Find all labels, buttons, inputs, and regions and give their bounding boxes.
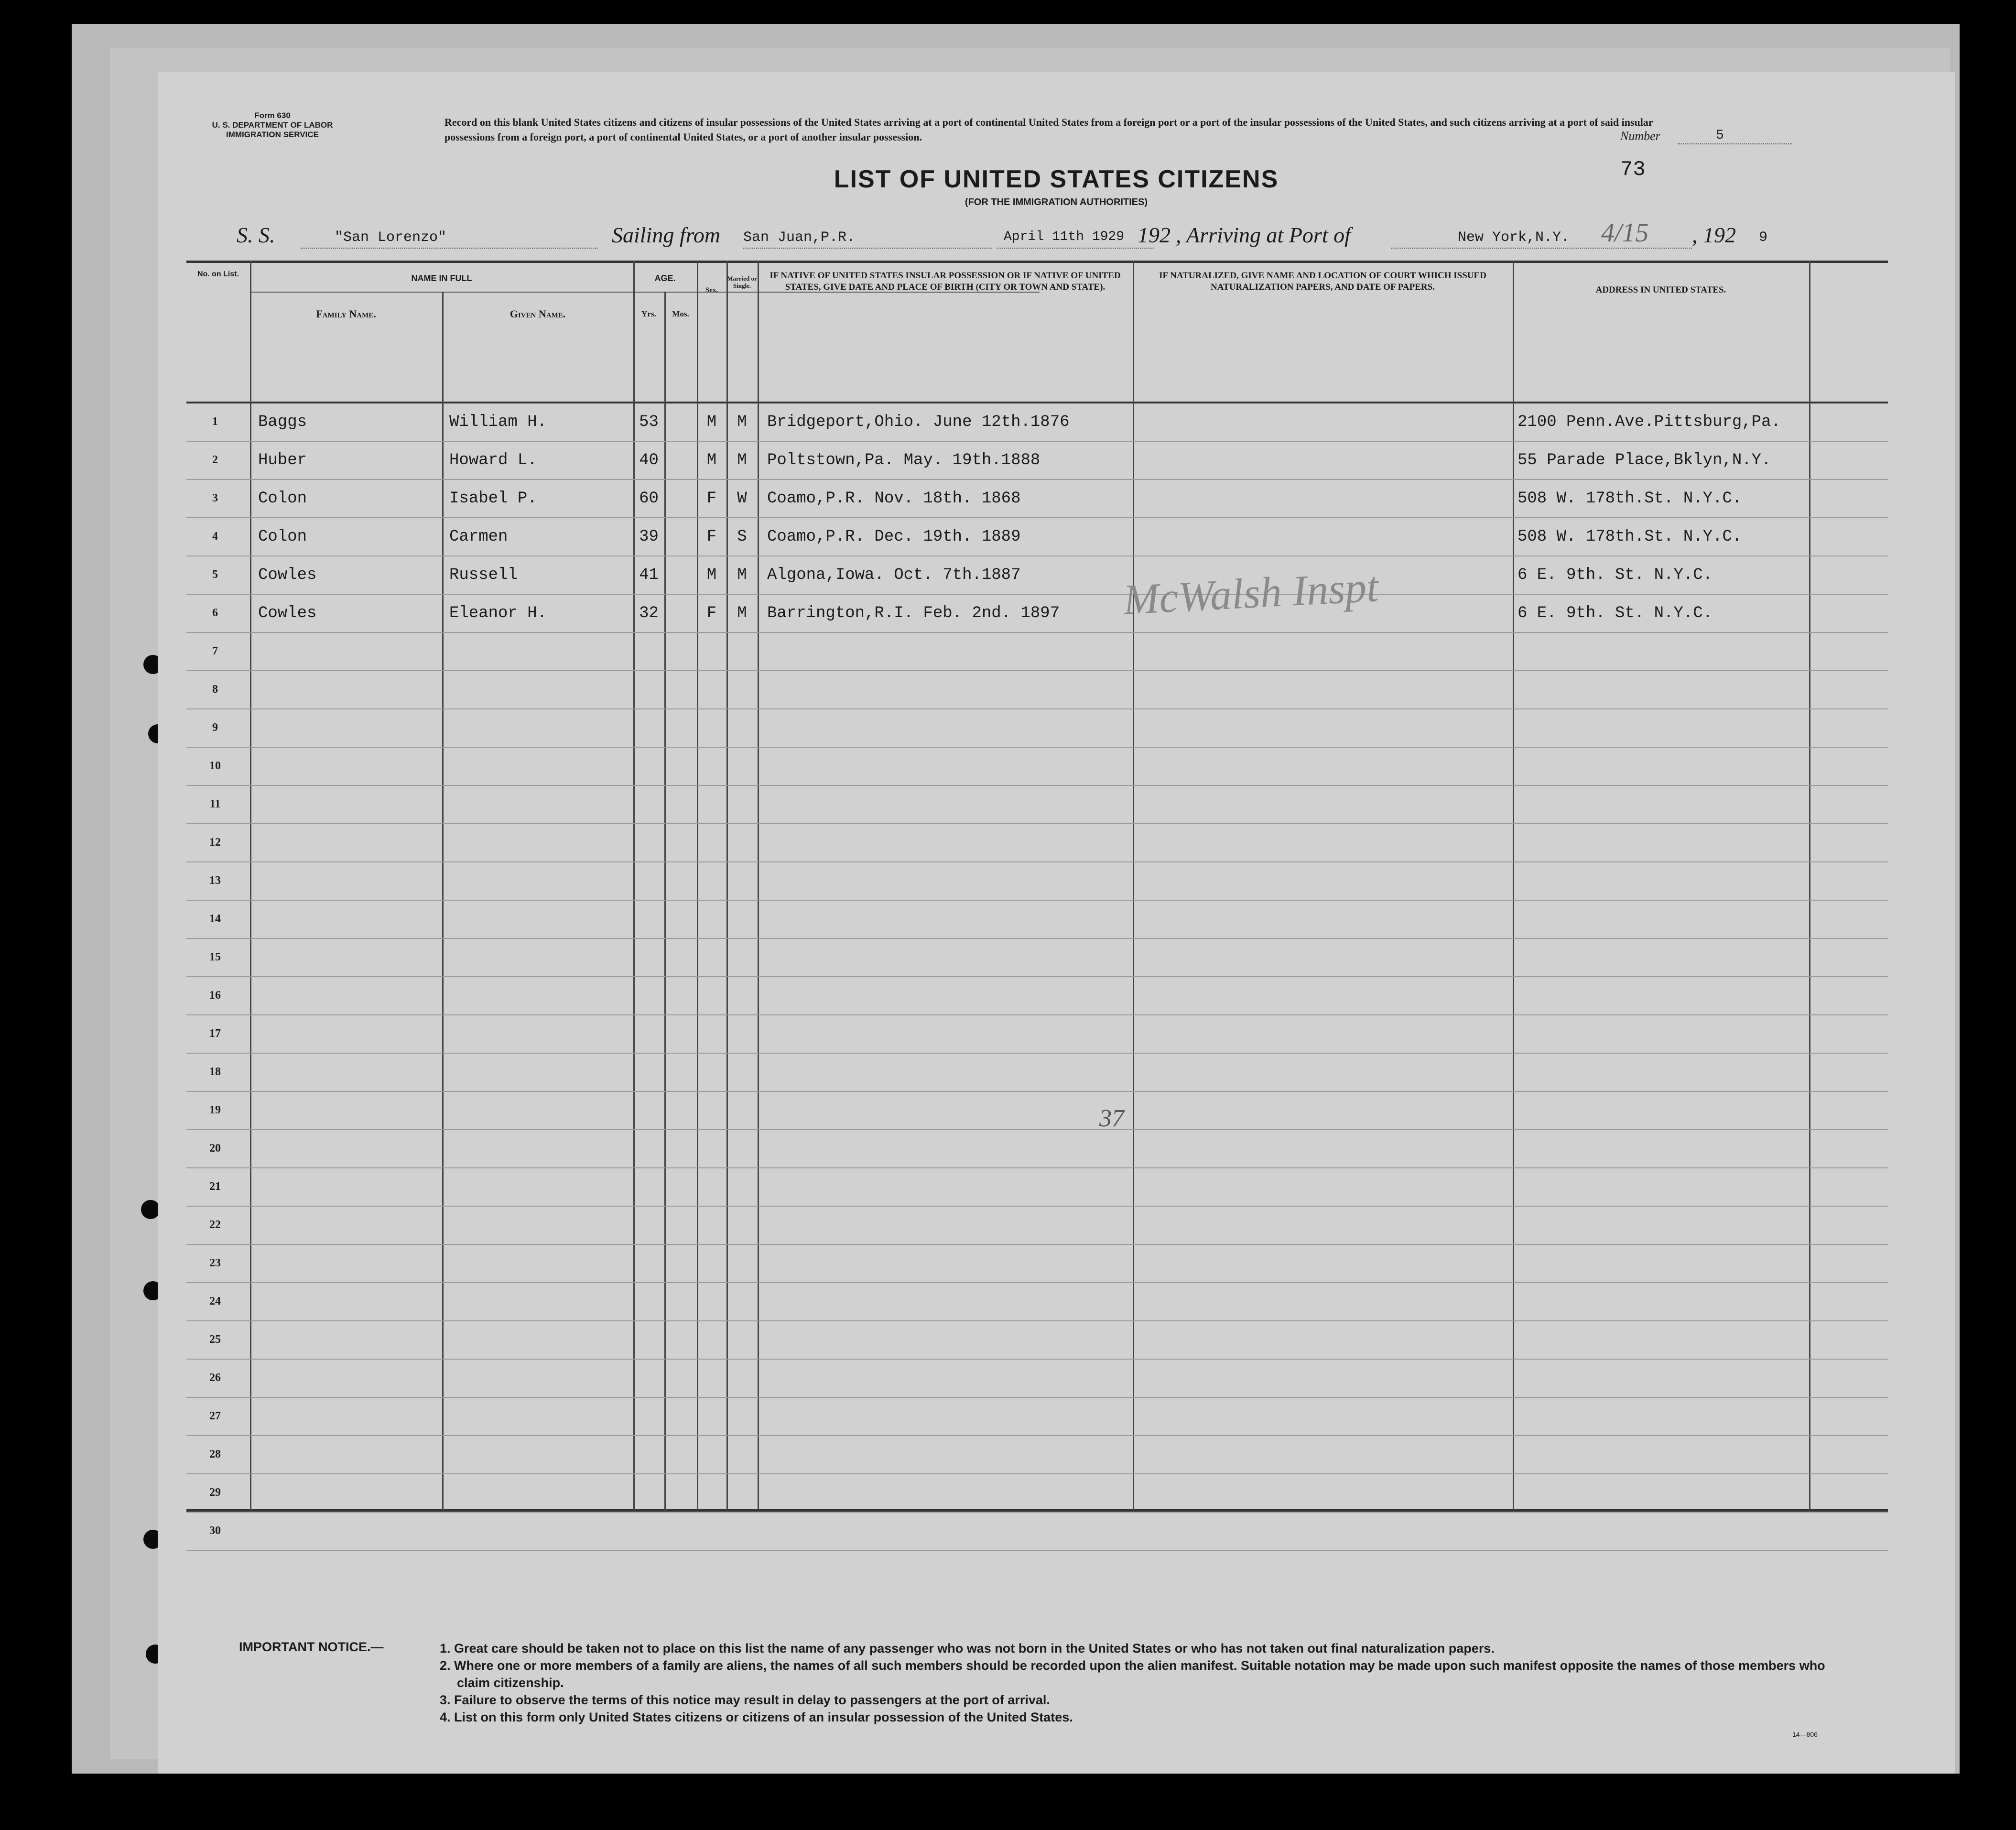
row-number: 10 [209, 760, 221, 772]
notice-item: 3. Failure to observe the terms of this notice may result in delay to passengers at the port of arrival. [440, 1693, 1050, 1707]
sailing-date: April 11th 1929 [1004, 229, 1125, 244]
row-rule [186, 747, 1888, 748]
cell-yrs: 60 [639, 490, 659, 508]
row-number: 5 [212, 568, 218, 581]
row-number: 21 [209, 1180, 221, 1193]
arriving-year-digit: 9 [1759, 229, 1768, 246]
cell-given: Carmen [449, 528, 508, 546]
arriving-port: New York,N.Y. [1458, 229, 1570, 246]
cell-yrs: 53 [639, 413, 659, 431]
row-rule [186, 1167, 1888, 1168]
cell-birth: Algona,Iowa. Oct. 7th.1887 [767, 566, 1021, 584]
row-number: 13 [209, 874, 221, 887]
row-rule [186, 938, 1888, 939]
row-rule [186, 1435, 1888, 1436]
ship-name: "San Lorenzo" [335, 229, 447, 246]
form-instruction: Record on this blank United States citizens and citizens of insular possessions of the United States arriving at a port of continental United States from a foreign port or a port of the insular possessions of the United States, and such citizens arriving at a port of said insular possessions from a foreign port, a port of continental United States, or a port of another insular possession. [444, 116, 1653, 143]
notice-item: 1. Great care should be taken not to place on this list the name of any passenger who was not born in the United States or who has not taken out final naturalization papers. [440, 1641, 1495, 1656]
ss-label: S. S. [237, 223, 275, 247]
sailing-label: Sailing from [612, 223, 721, 247]
cell-married: M [737, 451, 747, 469]
page-mark: 73 [1620, 158, 1646, 182]
number-label: Number [1620, 129, 1660, 143]
manifest-table [186, 261, 1888, 1537]
row-rule [186, 1550, 1888, 1551]
row-rule [186, 1014, 1888, 1015]
department-name: U. S. DEPARTMENT OF LABOR [212, 120, 333, 130]
row-rule [186, 441, 1888, 442]
cell-given: Russell [449, 566, 518, 584]
cell-birth: Coamo,P.R. Nov. 18th. 1868 [767, 490, 1021, 508]
col-header-age: AGE. [654, 273, 676, 283]
row-number: 27 [209, 1410, 221, 1422]
punch-hole [141, 1200, 160, 1219]
form-title: LIST OF UNITED STATES CITIZENS [834, 165, 1279, 193]
row-number: 16 [209, 989, 221, 1002]
cell-address: 55 Parade Place,Bklyn,N.Y. [1517, 451, 1771, 469]
cell-birth: Bridgeport,Ohio. June 12th.1876 [767, 413, 1070, 431]
notice-items [440, 1640, 1826, 1726]
row-number: 30 [209, 1525, 221, 1537]
cell-sex: F [706, 490, 717, 508]
row-rule [186, 785, 1888, 786]
row-rule [186, 708, 1888, 709]
row-number: 23 [209, 1257, 221, 1269]
row-rule [186, 517, 1888, 518]
inspector-signature: McWalsh Inspt [1122, 563, 1380, 624]
cell-yrs: 41 [639, 566, 659, 584]
col-header-naturalized: IF NATURALIZED, GIVE NAME AND LOCATION OF COURT WHICH ISSUED NATURALIZATION PAPERS, AND DATE OF PAPERS. [1159, 271, 1486, 292]
row-rule [186, 479, 1888, 480]
cell-family: Baggs [258, 413, 307, 431]
arriving-year-printed: , 192 [1692, 223, 1736, 247]
row-rule [186, 1053, 1888, 1054]
service-name: IMMIGRATION SERVICE [226, 130, 319, 139]
col-header-address: ADDRESS IN UNITED STATES. [1595, 285, 1726, 295]
cell-yrs: 40 [639, 451, 659, 469]
row-number: 6 [212, 607, 218, 619]
cell-given: William H. [449, 413, 547, 431]
col-header-name: NAME IN FULL [411, 273, 472, 283]
row-number: 4 [212, 530, 218, 543]
cell-sex: F [706, 528, 717, 546]
row-rule [186, 823, 1888, 824]
row-rule [186, 1359, 1888, 1360]
cell-sex: M [706, 451, 717, 469]
arriving-label: , Arriving at Port of [1176, 223, 1351, 247]
cell-sex: M [706, 413, 717, 431]
col-header-married: Married or Single. [727, 275, 757, 289]
row-number: 12 [209, 836, 221, 849]
row-rule [186, 1512, 1888, 1513]
cell-given: Isabel P. [449, 490, 537, 508]
cell-birth: Barrington,R.I. Feb. 2nd. 1897 [767, 604, 1060, 622]
row-rule [186, 900, 1888, 901]
row-number: 1 [212, 415, 218, 428]
row-rule [186, 1473, 1888, 1474]
row-number: 24 [209, 1295, 221, 1307]
row-number: 22 [209, 1219, 221, 1231]
row-number: 29 [209, 1486, 221, 1499]
row-number: 28 [209, 1448, 221, 1460]
cell-address: 508 W. 178th.St. N.Y.C. [1517, 490, 1742, 508]
row-rule [186, 1244, 1888, 1245]
cell-married: M [737, 566, 747, 584]
cell-family: Cowles [258, 566, 317, 584]
row-number: 18 [209, 1066, 221, 1078]
notice-heading: IMPORTANT NOTICE.— [239, 1640, 384, 1654]
col-header-birth: IF NATIVE OF UNITED STATES INSULAR POSSESSION OR IF NATIVE OF UNITED STATES, GIVE DATE AND PLACE OF BIRTH (CITY OR TOWN AND STATE). [770, 271, 1121, 292]
cell-address: 6 E. 9th. St. N.Y.C. [1517, 604, 1713, 622]
notice-item: 4. List on this form only United States citizens or citizens of an insular possession of the United States. [440, 1710, 1073, 1724]
form-number: Form 630 [254, 111, 291, 120]
row-number: 17 [209, 1027, 221, 1040]
print-code: 14—806 [1792, 1731, 1818, 1738]
row-number: 26 [209, 1372, 221, 1384]
cell-sex: F [706, 604, 717, 622]
col-header-given: Given Name. [509, 308, 566, 320]
cell-married: M [737, 604, 747, 622]
col-header-sex: Sex. [705, 286, 718, 294]
col-header-no: No. on List. [197, 270, 239, 278]
row-number: 7 [212, 645, 218, 657]
row-number: 9 [212, 721, 218, 734]
cell-address: 508 W. 178th.St. N.Y.C. [1517, 528, 1742, 546]
col-header-yrs: Yrs. [641, 309, 656, 318]
row-rule [186, 1091, 1888, 1092]
manifest-rows [186, 403, 1888, 1537]
cell-birth: Coamo,P.R. Dec. 19th. 1889 [767, 528, 1021, 546]
form-subtitle: (FOR THE IMMIGRATION AUTHORITIES) [965, 197, 1148, 207]
row-rule [186, 632, 1888, 633]
row-number: 25 [209, 1333, 221, 1346]
cell-yrs: 39 [639, 528, 659, 546]
row-rule [186, 1129, 1888, 1130]
arriving-date: 4/15 [1601, 218, 1649, 248]
row-rule [186, 670, 1888, 671]
row-rule [186, 1397, 1888, 1398]
number-value: 5 [1716, 128, 1724, 143]
row-number: 11 [209, 798, 221, 810]
col-header-mos: Mos. [672, 309, 689, 318]
cell-family: Huber [258, 451, 307, 469]
row-number: 8 [212, 683, 218, 696]
cell-birth: Poltstown,Pa. May. 19th.1888 [767, 451, 1041, 469]
row-rule [186, 1320, 1888, 1321]
cell-married: M [737, 413, 747, 431]
row-number: 2 [212, 454, 218, 466]
col-header-family: Family Name. [316, 308, 376, 320]
row-number: 20 [209, 1142, 221, 1155]
row-rule [186, 1206, 1888, 1207]
cell-sex: M [706, 566, 717, 584]
row-number: 15 [209, 951, 221, 963]
row-number: 19 [209, 1104, 221, 1116]
row-rule [186, 1282, 1888, 1283]
cell-married: S [737, 528, 747, 546]
margin-number: 37 [1099, 1105, 1124, 1132]
cell-address: 2100 Penn.Ave.Pittsburg,Pa. [1517, 413, 1781, 431]
manifest-sheet [158, 72, 1955, 1774]
cell-family: Colon [258, 490, 307, 508]
cell-yrs: 32 [639, 604, 659, 622]
row-rule [186, 976, 1888, 977]
sailing-port: San Juan,P.R. [743, 229, 856, 246]
cell-given: Eleanor H. [449, 604, 547, 622]
cell-family: Colon [258, 528, 307, 546]
notice-item: 2. Where one or more members of a family are aliens, the names of all such members should be recorded upon the alien manifest. Suitable notation may be made upon such manifest opposite the names of those members who claim citizenship. [440, 1658, 1825, 1690]
row-rule [186, 861, 1888, 862]
row-rule [186, 594, 1888, 595]
cell-married: W [737, 490, 747, 508]
row-number: 14 [209, 913, 221, 925]
cell-family: Cowles [258, 604, 317, 622]
row-number: 3 [212, 492, 218, 504]
cell-address: 6 E. 9th. St. N.Y.C. [1517, 566, 1713, 584]
sailing-year-printed: 192 [1138, 223, 1171, 247]
cell-given: Howard L. [449, 451, 537, 469]
